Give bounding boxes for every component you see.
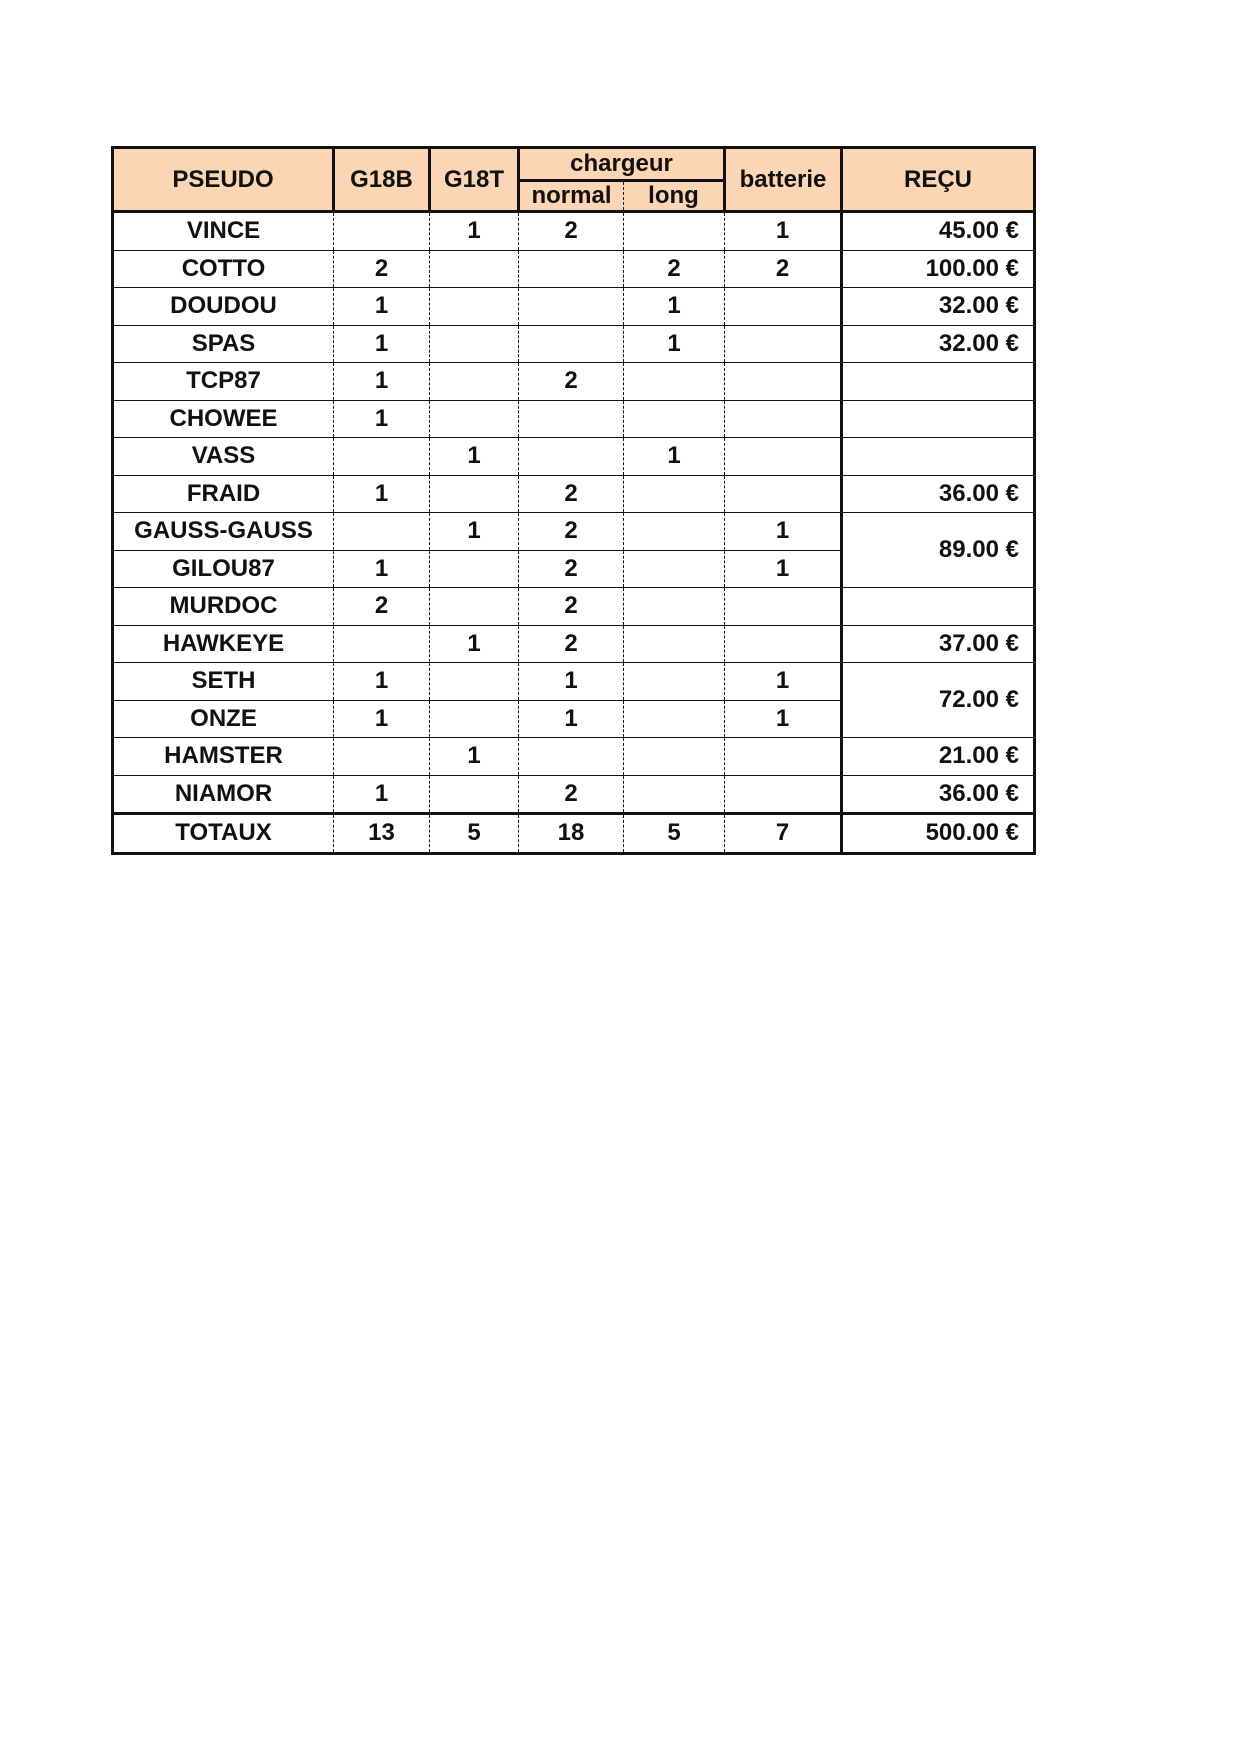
cell-g18t xyxy=(430,700,519,738)
cell-batterie xyxy=(725,400,842,438)
cell-pseudo: GILOU87 xyxy=(113,550,334,588)
cell-recu: 89.00 € xyxy=(842,513,1035,588)
total-g18t: 5 xyxy=(430,814,519,854)
cell-chargeur-long xyxy=(624,663,725,701)
cell-g18t xyxy=(430,550,519,588)
cell-chargeur-long: 2 xyxy=(624,250,725,288)
cell-g18t: 1 xyxy=(430,513,519,551)
cell-g18b: 1 xyxy=(334,325,430,363)
cell-recu: 36.00 € xyxy=(842,475,1035,513)
table-row xyxy=(113,775,1035,814)
table-row xyxy=(113,513,1035,551)
cell-pseudo: HAWKEYE xyxy=(113,625,334,663)
table-row xyxy=(113,325,1035,363)
header-recu: REÇU xyxy=(842,148,1035,212)
cell-batterie: 1 xyxy=(725,513,842,551)
cell-chargeur-normal: 2 xyxy=(519,212,624,251)
cell-g18t xyxy=(430,775,519,814)
cell-chargeur-normal: 2 xyxy=(519,588,624,626)
cell-chargeur-long xyxy=(624,738,725,776)
cell-chargeur-long: 1 xyxy=(624,288,725,326)
cell-g18b xyxy=(334,513,430,551)
cell-chargeur-normal xyxy=(519,325,624,363)
cell-g18t xyxy=(430,663,519,701)
cell-batterie xyxy=(725,775,842,814)
cell-g18b: 2 xyxy=(334,250,430,288)
cell-batterie xyxy=(725,738,842,776)
cell-g18b: 1 xyxy=(334,400,430,438)
cell-chargeur-long xyxy=(624,550,725,588)
cell-recu: 32.00 € xyxy=(842,288,1035,326)
table-row xyxy=(113,400,1035,438)
cell-pseudo: TCP87 xyxy=(113,363,334,401)
header-chargeur-normal: normal xyxy=(519,181,624,212)
cell-pseudo: SETH xyxy=(113,663,334,701)
cell-recu: 36.00 € xyxy=(842,775,1035,814)
cell-g18b xyxy=(334,738,430,776)
cell-chargeur-long xyxy=(624,475,725,513)
cell-chargeur-normal: 1 xyxy=(519,700,624,738)
cell-batterie: 1 xyxy=(725,663,842,701)
table-row xyxy=(113,663,1035,701)
header-pseudo: PSEUDO xyxy=(113,148,334,212)
cell-chargeur-long xyxy=(624,700,725,738)
cell-batterie xyxy=(725,625,842,663)
cell-pseudo: FRAID xyxy=(113,475,334,513)
cell-batterie xyxy=(725,438,842,476)
cell-chargeur-long xyxy=(624,625,725,663)
cell-batterie: 2 xyxy=(725,250,842,288)
cell-chargeur-normal xyxy=(519,250,624,288)
cell-g18b xyxy=(334,438,430,476)
cell-g18b xyxy=(334,625,430,663)
cell-g18t xyxy=(430,588,519,626)
cell-g18t xyxy=(430,400,519,438)
cell-g18t xyxy=(430,250,519,288)
cell-batterie xyxy=(725,475,842,513)
header-chargeur-long: long xyxy=(624,181,725,212)
cell-pseudo: ONZE xyxy=(113,700,334,738)
cell-batterie: 1 xyxy=(725,700,842,738)
orders-table xyxy=(111,146,1036,855)
cell-recu xyxy=(842,438,1035,476)
header-batterie: batterie xyxy=(725,148,842,212)
cell-pseudo: DOUDOU xyxy=(113,288,334,326)
cell-chargeur-normal: 2 xyxy=(519,513,624,551)
cell-chargeur-long xyxy=(624,588,725,626)
cell-g18t xyxy=(430,288,519,326)
cell-chargeur-normal xyxy=(519,400,624,438)
cell-recu: 100.00 € xyxy=(842,250,1035,288)
cell-g18b: 1 xyxy=(334,550,430,588)
cell-recu xyxy=(842,363,1035,401)
table-header xyxy=(113,148,1035,212)
cell-pseudo: HAMSTER xyxy=(113,738,334,776)
cell-batterie: 1 xyxy=(725,550,842,588)
cell-recu: 45.00 € xyxy=(842,212,1035,251)
totals-label: TOTAUX xyxy=(113,814,334,854)
total-chargeur-long: 5 xyxy=(624,814,725,854)
cell-recu: 37.00 € xyxy=(842,625,1035,663)
table-row xyxy=(113,625,1035,663)
cell-recu: 72.00 € xyxy=(842,663,1035,738)
cell-batterie xyxy=(725,363,842,401)
cell-g18t: 1 xyxy=(430,212,519,251)
table-row xyxy=(113,475,1035,513)
cell-pseudo: NIAMOR xyxy=(113,775,334,814)
cell-chargeur-normal: 2 xyxy=(519,550,624,588)
cell-batterie xyxy=(725,588,842,626)
cell-g18b: 1 xyxy=(334,775,430,814)
cell-pseudo: VASS xyxy=(113,438,334,476)
cell-pseudo: CHOWEE xyxy=(113,400,334,438)
cell-g18t xyxy=(430,325,519,363)
cell-g18b: 1 xyxy=(334,663,430,701)
cell-recu: 32.00 € xyxy=(842,325,1035,363)
cell-chargeur-long xyxy=(624,363,725,401)
table-footer xyxy=(113,814,1035,854)
cell-chargeur-normal xyxy=(519,438,624,476)
total-batterie: 7 xyxy=(725,814,842,854)
table-row xyxy=(113,438,1035,476)
cell-g18t: 1 xyxy=(430,438,519,476)
cell-chargeur-long xyxy=(624,400,725,438)
cell-pseudo: SPAS xyxy=(113,325,334,363)
table-row xyxy=(113,363,1035,401)
cell-batterie xyxy=(725,288,842,326)
header-g18b: G18B xyxy=(334,148,430,212)
cell-chargeur-normal: 2 xyxy=(519,363,624,401)
table-row xyxy=(113,212,1035,251)
cell-pseudo: COTTO xyxy=(113,250,334,288)
cell-pseudo: GAUSS-GAUSS xyxy=(113,513,334,551)
table-row xyxy=(113,738,1035,776)
table-body xyxy=(113,212,1035,814)
cell-chargeur-normal: 1 xyxy=(519,663,624,701)
totals-row xyxy=(113,814,1035,854)
table-row xyxy=(113,250,1035,288)
cell-chargeur-normal xyxy=(519,288,624,326)
header-g18t: G18T xyxy=(430,148,519,212)
cell-pseudo: MURDOC xyxy=(113,588,334,626)
total-g18b: 13 xyxy=(334,814,430,854)
cell-g18b: 1 xyxy=(334,288,430,326)
table-row xyxy=(113,288,1035,326)
cell-chargeur-long xyxy=(624,775,725,814)
cell-g18t xyxy=(430,475,519,513)
table-row xyxy=(113,588,1035,626)
cell-chargeur-normal: 2 xyxy=(519,625,624,663)
cell-g18t: 1 xyxy=(430,738,519,776)
cell-g18t xyxy=(430,363,519,401)
cell-chargeur-normal xyxy=(519,738,624,776)
total-recu: 500.00 € xyxy=(842,814,1035,854)
cell-g18b xyxy=(334,212,430,251)
cell-chargeur-normal: 2 xyxy=(519,775,624,814)
cell-chargeur-normal: 2 xyxy=(519,475,624,513)
cell-chargeur-long xyxy=(624,513,725,551)
cell-g18b: 2 xyxy=(334,588,430,626)
cell-chargeur-long: 1 xyxy=(624,438,725,476)
cell-g18b: 1 xyxy=(334,475,430,513)
cell-batterie xyxy=(725,325,842,363)
cell-pseudo: VINCE xyxy=(113,212,334,251)
cell-recu: 21.00 € xyxy=(842,738,1035,776)
cell-g18b: 1 xyxy=(334,363,430,401)
cell-g18t: 1 xyxy=(430,625,519,663)
cell-recu xyxy=(842,588,1035,626)
total-chargeur-normal: 18 xyxy=(519,814,624,854)
cell-g18b: 1 xyxy=(334,700,430,738)
cell-chargeur-long xyxy=(624,212,725,251)
cell-batterie: 1 xyxy=(725,212,842,251)
cell-recu xyxy=(842,400,1035,438)
cell-chargeur-long: 1 xyxy=(624,325,725,363)
header-chargeur: chargeur xyxy=(519,148,725,181)
